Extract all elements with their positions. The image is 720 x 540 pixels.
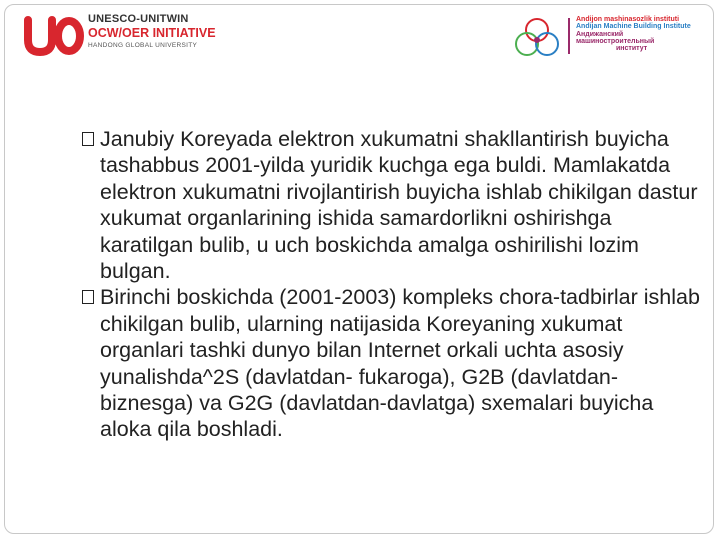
uo-logo-icon [22, 14, 84, 56]
bullet-item [82, 284, 702, 442]
institute-name-en: Andijan Machine Building Institute [576, 23, 691, 31]
interlocking-circles-icon [512, 16, 562, 58]
logo-line-unesco: UNESCO-UNITWIN [88, 13, 189, 25]
institute-name-ru: Андижанский машиностроительный [576, 30, 655, 46]
bullet-box-icon [82, 290, 94, 304]
bullet-box-icon [82, 132, 94, 146]
logo-divider [568, 18, 570, 54]
bullet-text: Birinchi boskichda (2001-2003) kompleks chora-tadbirlar ishlab chikilgan bulib, ularning natijasida Koreyaning xukumat organlari tashki dunyo bilan Internet orkali uchta asosiy yunalishda^2S (davlatdan- fukaroga), G2B (davlatdan-biznesga) va G2G (davlatdan-davlatga) sxemalari buyicha aloka qila boshladi. [100, 285, 700, 442]
logo-line-handong: HANDONG GLOBAL UNIVERSITY [88, 41, 198, 49]
logo-line-ocw: OCW/OER INITIATIVE [88, 26, 216, 40]
institute-name-ru-cont: институт [616, 45, 648, 53]
bullet-item [82, 126, 702, 284]
bullet-text: Janubiy Koreyada elektron xukumatni shakllantirish buyicha tashabbus 2001-yilda yuridik kuchga ega buldi. Mamlakatda elektron xukumatni rivojlantirish buyicha ishlab chikilgan dastur xukumat organlarining ishida samardorlikni oshirishga karatilgan bulib, u uch boskichda amalga oshirilishi lozim bulgan. [100, 127, 698, 284]
andijan-institute-logo [510, 12, 700, 60]
institute-name-uz: Andijon mashinasozlik instituti [576, 16, 680, 23]
unesco-unitwin-logo [22, 12, 252, 58]
slide-body [82, 126, 702, 443]
